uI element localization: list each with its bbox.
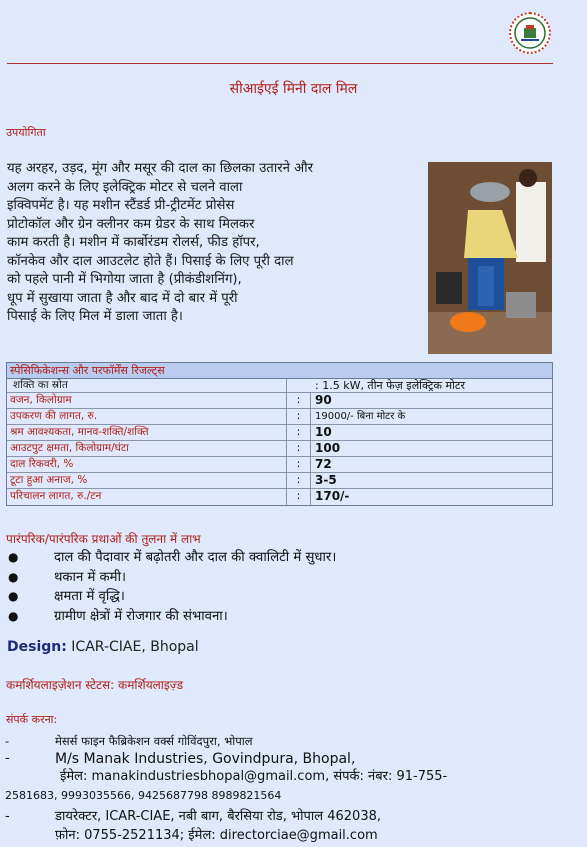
benefit-text: ग्रामीण क्षेत्रों में रोजगार की संभावना। (54, 608, 228, 624)
benefits-list (8, 548, 568, 626)
spec-value: 72 (315, 457, 332, 471)
bullet-icon: ● (8, 589, 19, 603)
desc-line: प्रोटोकॉल और ग्रेन क्लीनर कम ग्रेडर के साथ मिलकर (7, 216, 255, 232)
desc-line: धूप में सुखाया जाता है और बाद में दो बार में पूरी (7, 290, 238, 306)
contact-entry (5, 732, 575, 750)
commercialization-status: कमर्शियलाइज़ेशन स्टेटस: कमर्शियलाइज़्ड (6, 678, 184, 692)
spec-label: उपकरण की लागत, रु. (7, 409, 287, 424)
table-row (7, 379, 552, 393)
dal-mill-photo (428, 162, 552, 354)
contact-block (5, 732, 575, 845)
table-row (7, 425, 552, 441)
design-value: ICAR-CIAE, Bhopal (71, 639, 199, 655)
benefit-text: क्षमता में वृद्धि। (54, 589, 125, 604)
spec-label: आउटपुट क्षमता, किलोग्राम/घंटा (7, 441, 287, 456)
spec-colon: : (287, 457, 311, 472)
spec-label: दाल रिकवरी, % (7, 457, 287, 472)
table-row (7, 473, 552, 489)
design-label: Design: (7, 639, 67, 655)
usefulness-heading: उपयोगिता (6, 126, 46, 139)
desc-line: इक्विपमेंट है। यह मशीन स्टैंडर्ड प्री-ट्रीटमेंट प्रोसेस (7, 198, 235, 213)
desc-line: को पहले पानी में भिगोया जाता है (प्रीकंडीशनिंग), (7, 272, 242, 287)
benefit-text: थकान में कमी। (54, 569, 126, 585)
spec-label: श्रम आवश्यकता, मानव-शक्ति/शक्ति (7, 425, 287, 440)
table-row (7, 457, 552, 473)
spec-table-heading: स्पेसिफिकेशन्स और परफॉर्मेंस रिजल्ट्स (7, 363, 552, 379)
spec-value: : 1.5 kW, तीन फेज़ इलेक्ट्रिक मोटर (315, 379, 465, 392)
spec-colon: : (287, 441, 311, 456)
spec-label: परिचालन लागत, रु./टन (7, 489, 287, 505)
desc-line: काम करती है। मशीन में कार्बोरंडम रोलर्स, फीड हॉपर, (7, 235, 260, 250)
ciae-logo-icon (509, 12, 551, 54)
contact-text: 2581683, 9993035566, 9425687798 8989821564 (5, 789, 282, 802)
desc-line: पिसाई के लिए मिल में डाला जाता है। (7, 309, 183, 324)
desc-line: कॉनकेव और दाल आउटलेट होते हैं। पिसाई के लिए पूरी दाल (7, 253, 294, 269)
spec-value: 100 (315, 441, 341, 455)
list-item (8, 568, 568, 588)
contact-text-group (5, 750, 575, 805)
contact-text: M/s Manak Industries, Govindpura, Bhopal, (55, 751, 356, 767)
desc-line: यह अरहर, उड़द, मूंग और मसूर की दाल का छिलका उतारने और (7, 161, 314, 176)
list-item (8, 548, 568, 568)
spec-value: 19000/- बिना मोटर के (315, 411, 406, 422)
contact-text: ईमेल: manakindustriesbhopal@gmail.com, संपर्क: नंबर: 91-755- (60, 769, 448, 784)
header-divider (7, 63, 553, 64)
table-row (7, 393, 552, 409)
design-credit (7, 639, 199, 655)
dash-icon: - (5, 809, 10, 824)
list-item (8, 587, 568, 607)
contact-text-group (55, 807, 575, 845)
bullet-icon: ● (8, 550, 19, 564)
list-item (8, 607, 568, 627)
table-row (7, 441, 552, 457)
spec-label: वजन, किलोग्राम (7, 393, 287, 408)
bullet-icon: ● (8, 569, 19, 584)
benefits-heading: पारंपरिक/पारंपरिक प्रथाओं की तुलना में लाभ (6, 532, 201, 546)
contact-entry (5, 807, 575, 845)
spec-value: 3-5 (315, 473, 337, 487)
spec-value: 90 (315, 393, 332, 407)
spec-colon: : (287, 473, 311, 488)
spec-label: टूटा हुआ अनाज, % (7, 473, 287, 488)
desc-line: अलग करने के लिए इलेक्ट्रिक मोटर से चलने वाला (7, 179, 243, 195)
benefit-text: दाल की पैदावार में बढ़ोतरी और दाल की क्वालिटी में सुधार। (54, 550, 337, 565)
dash-icon: - (5, 751, 10, 766)
bullet-icon: ● (8, 608, 19, 623)
contact-text: डायरेक्टर, ICAR-CIAE, नबी बाग, बैरसिया रोड, भोपाल 462038, (55, 809, 381, 824)
spec-label: शक्ति का स्रोत (7, 379, 287, 392)
table-row (7, 489, 552, 505)
contact-entry (5, 750, 575, 805)
dash-icon: - (5, 734, 10, 748)
spec-colon: : (287, 409, 311, 424)
contact-text: फ़ोन: 0755-2521134; ईमेल: directorciae@gmail.com (55, 828, 378, 843)
page-title: सीआईएई मिनी दाल मिल (229, 81, 358, 97)
spec-value: 10 (315, 425, 332, 439)
table-row (7, 409, 552, 425)
contact-heading: संपर्क करना: (6, 713, 58, 726)
spec-colon: : (287, 489, 311, 505)
contact-text: मेसर्स फाइन फैब्रिकेशन वर्क्स गोविंदपुरा, भोपाल (55, 734, 253, 748)
spec-colon: : (287, 393, 311, 408)
spec-colon: : (287, 425, 311, 440)
spec-value: 170/- (315, 489, 350, 503)
spec-table (6, 362, 553, 506)
description (7, 160, 357, 327)
